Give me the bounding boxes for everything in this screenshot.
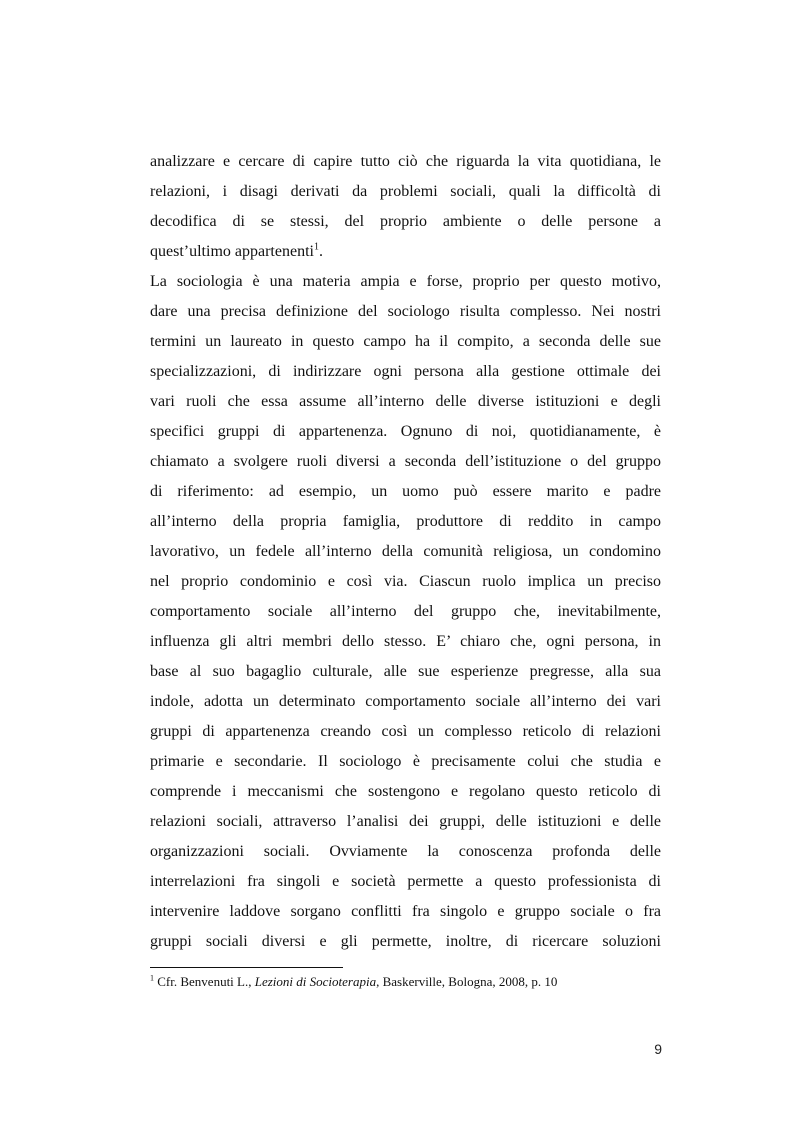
text-line: termini un laureato in questo campo ha il compito, a seconda delle sue <box>150 333 661 350</box>
text-line: influenza gli altri membri dello stesso. E’ chiaro che, ogni persona, in <box>150 633 661 650</box>
page-number: 9 <box>654 1041 662 1057</box>
text-line: chiamato a svolgere ruoli diversi a seconda dell’istituzione o del gruppo <box>150 453 661 470</box>
text-line: di riferimento: ad esempio, un uomo può essere marito e padre <box>150 483 661 500</box>
text-line: gruppi di appartenenza creando così un complesso reticolo di relazioni <box>150 723 661 740</box>
text-line: intervenire laddove sorgano conflitti fra singolo e gruppo sociale o fra <box>150 903 661 920</box>
text-line-tail: . <box>318 243 323 260</box>
text-line: nel proprio condominio e così via. Ciascun ruolo implica un preciso <box>150 573 661 590</box>
footnote-mark: 1 <box>150 973 154 983</box>
text-line <box>150 237 661 267</box>
text-line: gruppi sociali diversi e gli permette, inoltre, di ricercare soluzioni <box>150 933 661 950</box>
footnote-reference[interactable]: 1 <box>313 241 319 253</box>
text-line: all’interno della propria famiglia, produttore di reddito in campo <box>150 513 661 530</box>
text-line: base al suo bagaglio culturale, alle sue esperienze pregresse, alla sua <box>150 663 661 680</box>
body-text <box>150 147 661 957</box>
text-line: primarie e secondarie. Il sociologo è precisamente colui che studia e <box>150 753 661 770</box>
text-line: specializzazioni, di indirizzare ogni persona alla gestione ottimale dei <box>150 363 661 380</box>
text-line: analizzare e cercare di capire tutto ciò che riguarda la vita quotidiana, le <box>150 153 661 170</box>
footnote-text-after-title: , Baskerville, Bologna, 2008, p. 10 <box>376 974 558 989</box>
text-line: indole, adotta un determinato comportamento sociale all’interno dei vari <box>150 693 661 710</box>
text-line: interrelazioni fra singoli e società permette a questo professionista di <box>150 873 661 890</box>
text-line: organizzazioni sociali. Ovviamente la conoscenza profonda delle <box>150 843 661 860</box>
text-line-content: quest’ultimo appartenenti <box>150 243 314 260</box>
text-line: relazioni sociali, attraverso l’analisi dei gruppi, delle istituzioni e delle <box>150 813 661 830</box>
footnote <box>150 973 661 991</box>
text-line: comprende i meccanismi che sostengono e regolano questo reticolo di <box>150 783 661 800</box>
text-line: dare una precisa definizione del sociologo risulta complesso. Nei nostri <box>150 303 661 320</box>
text-line: vari ruoli che essa assume all’interno delle diverse istituzioni e degli <box>150 393 661 410</box>
footnote-book-title: Lezioni di Socioterapia <box>254 974 377 989</box>
footnote-divider <box>150 967 343 968</box>
text-line: La sociologia è una materia ampia e forse, proprio per questo motivo, <box>150 273 661 290</box>
text-line: decodifica di se stessi, del proprio ambiente o delle persone a <box>150 213 661 230</box>
footnote-text-before-title: Cfr. Benvenuti L., <box>154 974 255 989</box>
text-line: comportamento sociale all’interno del gruppo che, inevitabilmente, <box>150 603 661 620</box>
text-line: lavorativo, un fedele all’interno della comunità religiosa, un condomino <box>150 543 661 560</box>
text-line: specifici gruppi di appartenenza. Ognuno di noi, quotidianamente, è <box>150 423 661 440</box>
text-line: relazioni, i disagi derivati da problemi sociali, quali la difficoltà di <box>150 183 661 200</box>
